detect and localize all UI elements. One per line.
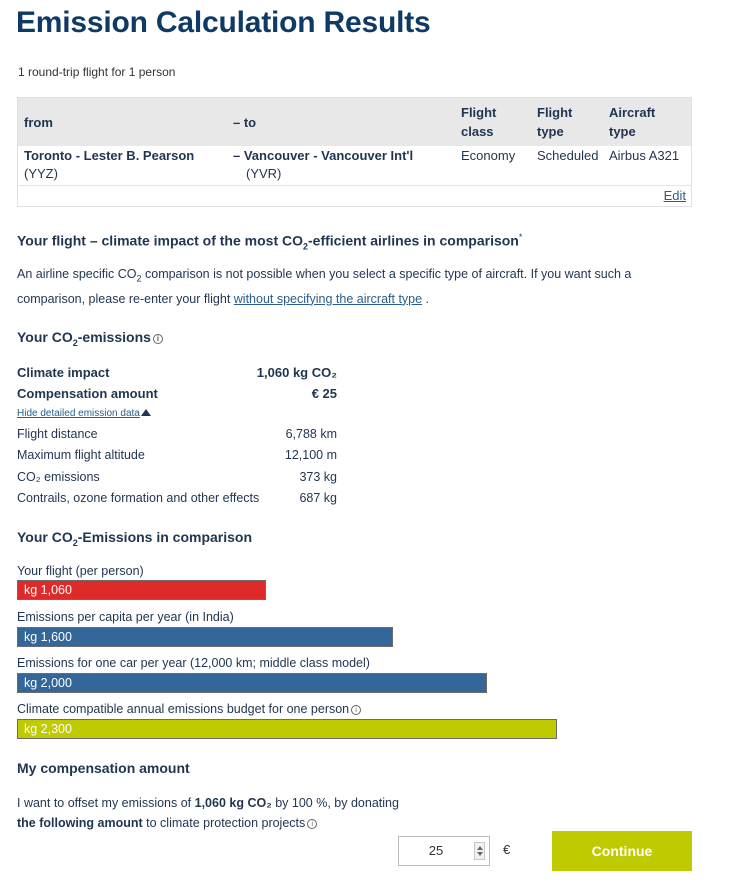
detail-label: Flight distance — [17, 427, 98, 441]
cell-to — [233, 147, 413, 183]
chevron-up-icon[interactable] — [477, 846, 483, 850]
comp-text-e: to climate protection projects — [142, 816, 306, 830]
from-airport-name: Toronto - Lester B. Pearson — [24, 148, 195, 163]
header-from: from — [24, 115, 53, 130]
chevron-down-icon[interactable] — [477, 852, 483, 856]
info-icon[interactable]: i — [351, 705, 361, 715]
comparison-heading-text-b: -Emissions in comparison — [77, 529, 253, 545]
comparison-bar: kg 1,060 — [17, 580, 266, 600]
climate-impact-value: 1,060 kg CO₂ — [256, 365, 337, 380]
page-subtitle: 1 round-trip flight for 1 person — [18, 65, 176, 79]
detail-label: CO₂ emissions — [17, 470, 100, 484]
header-flight-class — [461, 103, 496, 141]
climate-heading-text-b: -efficient airlines in comparison — [308, 232, 519, 249]
currency-symbol: € — [503, 842, 511, 857]
emissions-heading-sub: 2 — [72, 337, 78, 348]
detail-value: 12,100 m — [284, 448, 337, 462]
comparison-heading-sub: 2 — [72, 537, 78, 548]
comp-text-c: by 100 %, by donating — [271, 796, 399, 810]
header-to: – to — [233, 115, 257, 130]
comparison-heading — [17, 529, 252, 548]
emissions-heading — [17, 329, 163, 348]
cell-aircraft-type: Airbus A321 — [609, 148, 680, 163]
header-aircraft-type-line1: Aircraft — [609, 105, 656, 120]
comp-text-d: the following amount — [17, 816, 143, 830]
triangle-up-icon — [141, 409, 151, 416]
emissions-heading-text-b: -emissions — [77, 329, 151, 345]
bar-label — [17, 702, 361, 716]
compensation-amount-value: € 25 — [311, 386, 337, 401]
climate-impact-label: Climate impact — [17, 365, 110, 380]
climate-heading-text-a: Your flight – climate impact of the most CO — [17, 232, 303, 249]
bar-label: Your flight (per person) — [17, 564, 144, 578]
detail-value: 687 kg — [299, 491, 337, 505]
emissions-heading-text-a: Your CO — [17, 329, 73, 345]
cell-flight-class: Economy — [461, 148, 516, 163]
header-aircraft-type-line2: type — [609, 124, 636, 139]
comparison-bar: kg 2,000 — [17, 673, 487, 693]
info-icon[interactable]: i — [153, 334, 163, 344]
stepper-arrows[interactable] — [474, 842, 485, 860]
hide-link-text: Hide detailed emission data — [17, 408, 140, 419]
header-flight-type-line1: Flight — [537, 105, 573, 120]
hide-detailed-emission-data-link[interactable] — [17, 408, 151, 419]
comparison-bar: kg 2,300 — [17, 719, 557, 739]
climate-heading-star: * — [518, 232, 523, 242]
note-text-a: An airline specific CO — [17, 267, 137, 281]
info-icon[interactable]: i — [307, 819, 317, 829]
airline-comparison-note — [17, 264, 697, 309]
comp-text-a: I want to offset my emissions of — [17, 796, 195, 810]
compensation-amount-label: Compensation amount — [17, 386, 158, 401]
note-text-c: comparison, please re-enter your flight — [17, 291, 234, 306]
comparison-bar: kg 1,600 — [17, 627, 393, 647]
to-airport-code: (YVR) — [246, 166, 282, 181]
detail-value: 6,788 km — [285, 427, 337, 441]
detail-label: Contrails, ozone formation and other effects — [17, 491, 260, 505]
header-aircraft-type — [609, 103, 655, 141]
compensation-text — [17, 793, 399, 833]
cell-from — [24, 147, 194, 183]
from-airport-code: (YYZ) — [24, 166, 58, 181]
flight-table-header — [18, 98, 691, 146]
compensation-amount-stepper[interactable] — [398, 836, 490, 866]
to-airport-name: – Vancouver - Vancouver Int'l — [233, 148, 414, 163]
continue-button[interactable]: Continue — [552, 831, 692, 871]
note-text-end: . — [422, 291, 430, 306]
climate-heading-sub: 2 — [303, 241, 309, 252]
edit-flight-link[interactable]: Edit — [663, 188, 686, 203]
detail-label: Maximum flight altitude — [17, 448, 145, 462]
table-divider — [18, 185, 691, 186]
bar-label: Emissions for one car per year (12,000 km; middle class model) — [17, 656, 370, 670]
header-flight-type-line2: type — [537, 124, 564, 139]
page-title: Emission Calculation Results — [16, 6, 431, 39]
flight-table — [17, 97, 692, 207]
compensation-amount-input[interactable]: 25 — [428, 843, 444, 858]
bar-label: Emissions per capita per year (in India) — [17, 610, 234, 624]
note-sub: 2 — [136, 273, 142, 284]
header-flight-type — [537, 103, 572, 141]
header-flight-class-line2: class — [461, 124, 494, 139]
without-aircraft-type-link[interactable]: without specifying the aircraft type — [233, 291, 423, 306]
header-flight-class-line1: Flight — [461, 105, 497, 120]
cell-flight-type: Scheduled — [537, 148, 599, 163]
comp-text-b: 1,060 kg CO₂ — [194, 796, 272, 810]
compensation-heading: My compensation amount — [17, 760, 190, 776]
detail-value: 373 kg — [299, 470, 337, 484]
note-text-b: comparison is not possible when you select a specific type of aircraft. If you want such a — [141, 267, 632, 281]
comparison-heading-text-a: Your CO — [17, 529, 73, 545]
climate-impact-heading — [17, 232, 522, 251]
bar-label-text: Climate compatible annual emissions budget for one person — [17, 702, 350, 716]
